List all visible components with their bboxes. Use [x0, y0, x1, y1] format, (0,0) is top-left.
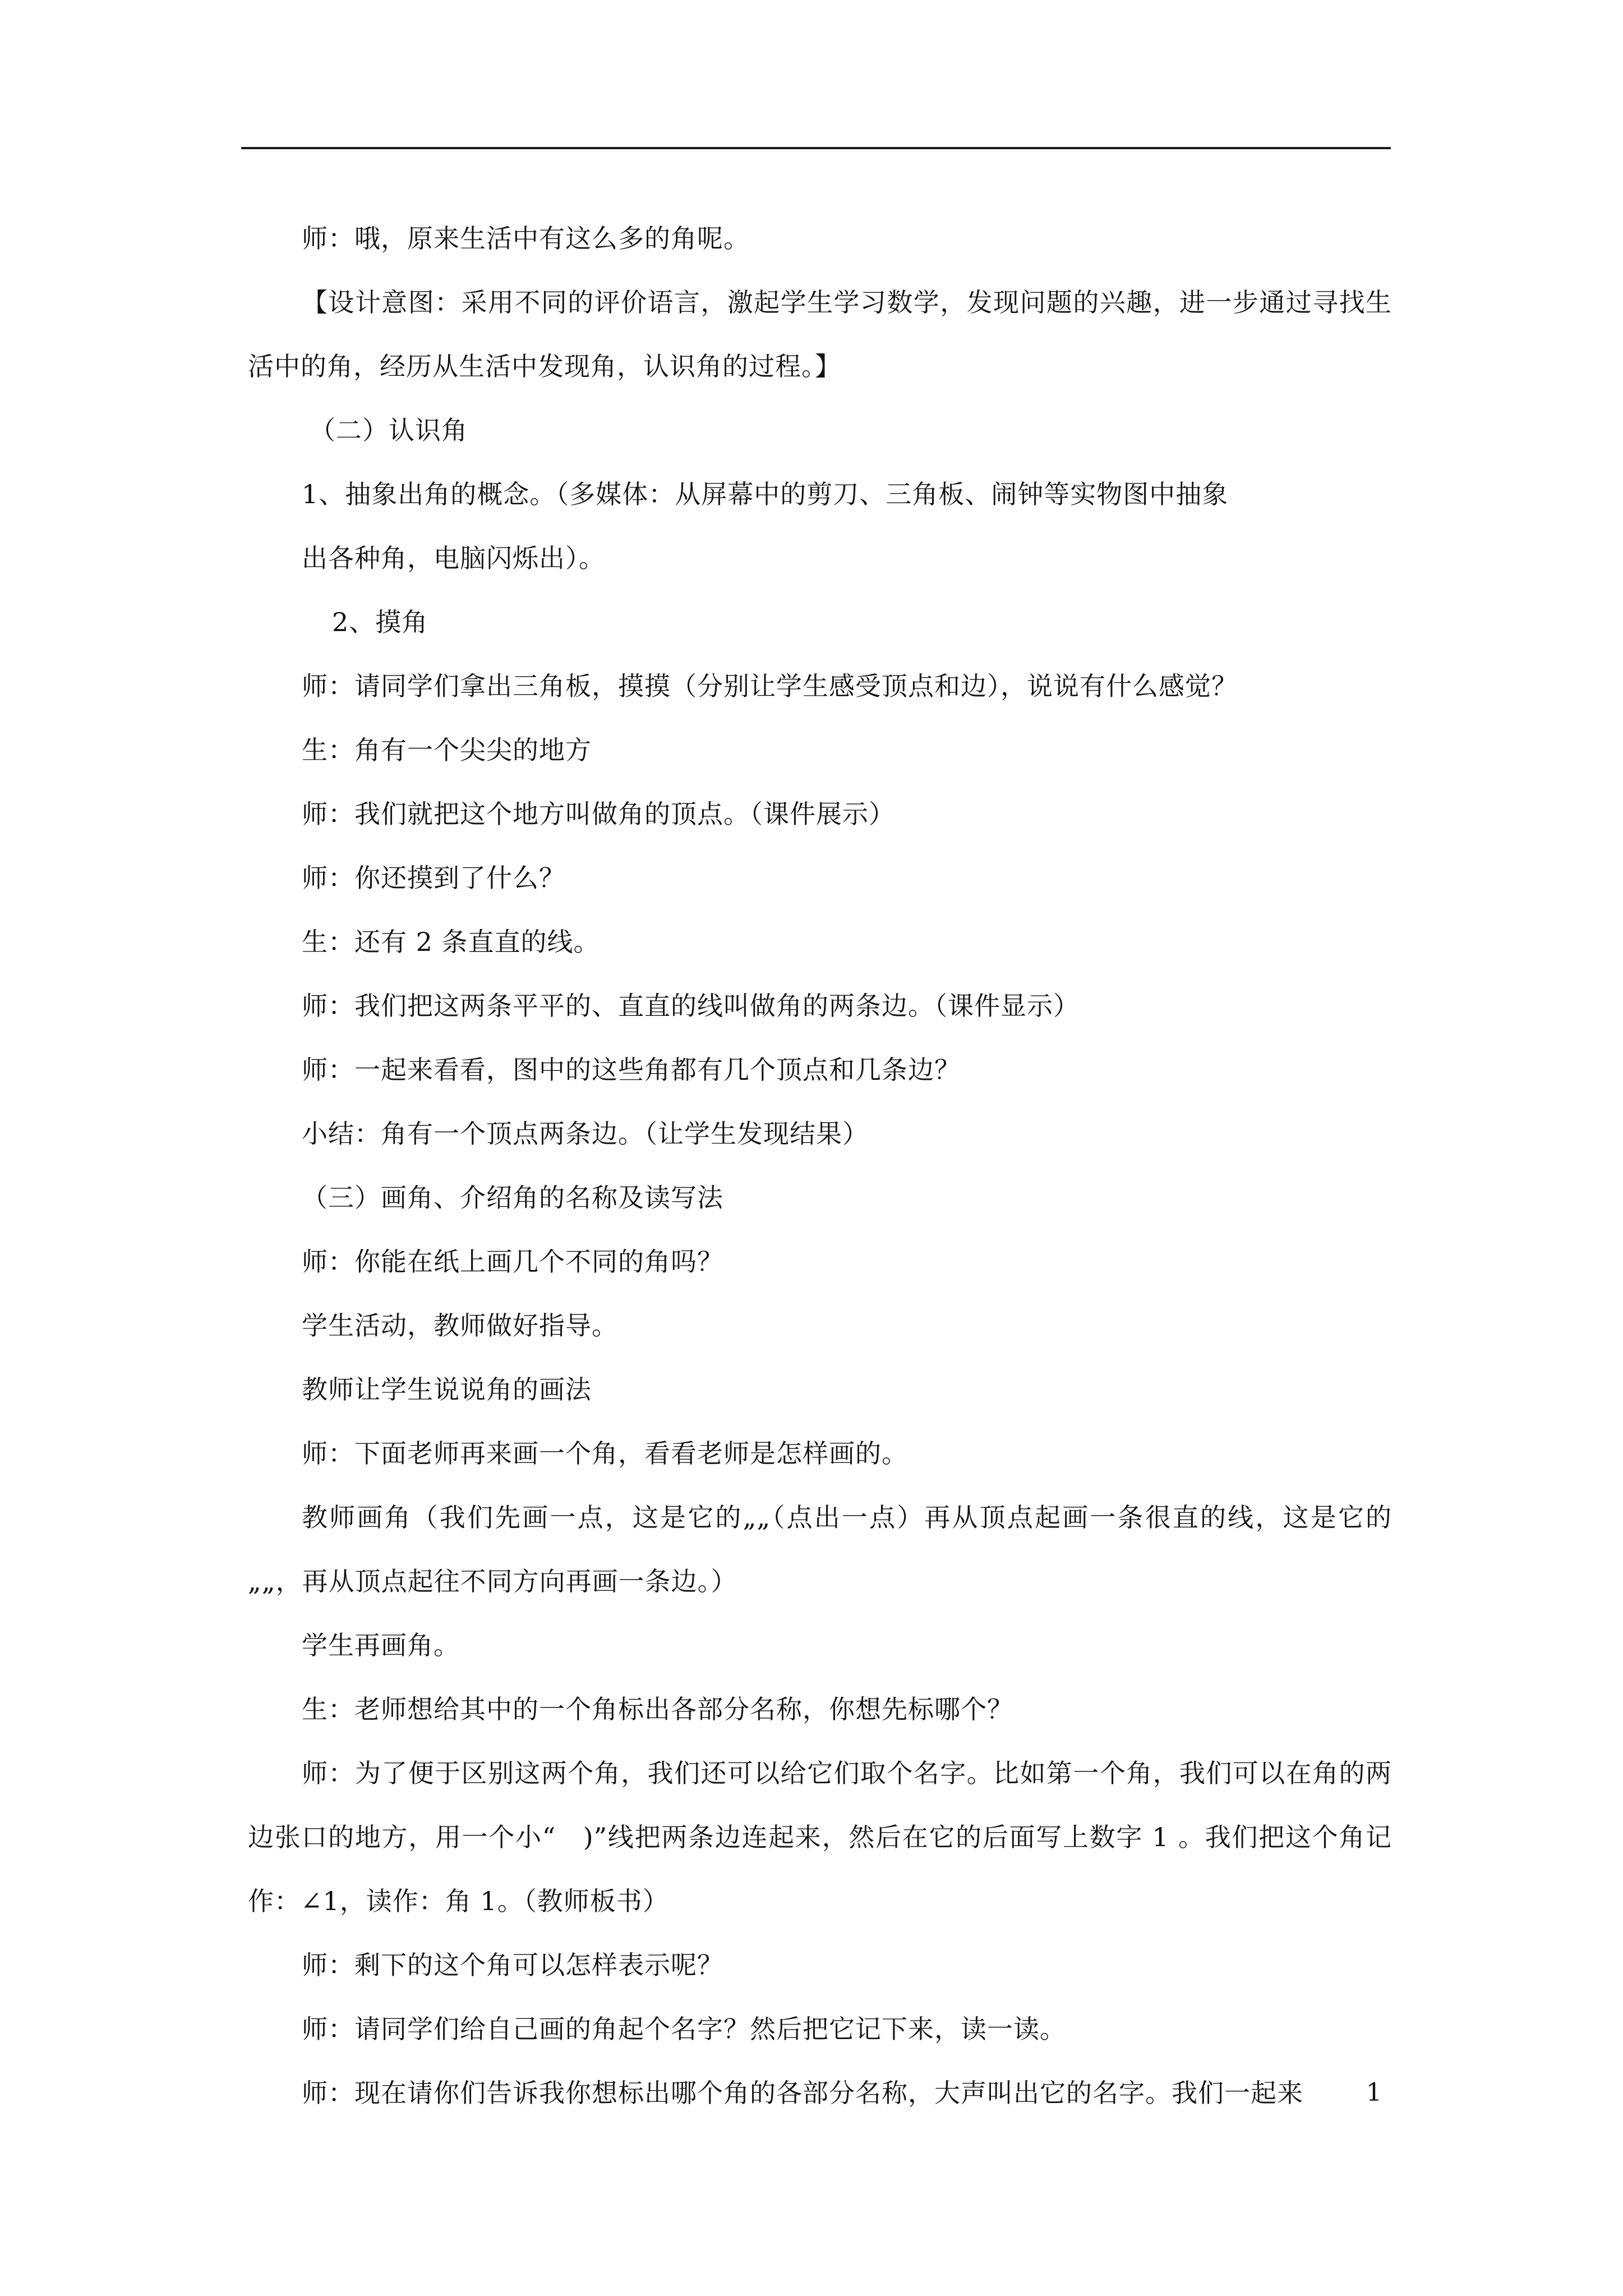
paragraph: 生：角有一个尖尖的地方: [302, 735, 592, 765]
section-heading: （二）认识角: [310, 415, 468, 445]
header-rule: [241, 147, 1391, 149]
paragraph: 师：你还摸到了什么？: [302, 863, 565, 893]
paragraph: 教师让学生说说角的画法: [302, 1374, 592, 1405]
paragraph: 师：我们把这两条平平的、直直的线叫做角的两条边。（课件显示）: [302, 991, 1080, 1021]
paragraph: 师：一起来看看，图中的这些角都有几个顶点和几条边？: [302, 1055, 961, 1085]
paragraph: 出各种角，电脑闪烁出）。: [302, 543, 605, 573]
design-intent-note: 【设计意图：采用不同的评价语言，激起学生学习数学，发现问题的兴趣，进一步通过寻找生活中的角，经历从生活中发现角，认识角的过程。】: [248, 287, 1392, 381]
paragraph: 教师画角（我们先画一点，这是它的„„（点出一点）再从顶点起画一条很直的线，这是它的„„，再从顶点起往不同方向再画一条边。）: [248, 1502, 1392, 1596]
section-heading: （三）画角、介绍角的名称及读写法: [302, 1182, 723, 1213]
paragraph: 生：还有 2 条直直的线。: [302, 927, 600, 957]
paragraph: 师：我们就把这个地方叫做角的顶点。（课件展示）: [302, 799, 895, 829]
paragraph: 师：下面老师再来画一个角，看看老师是怎样画的。: [302, 1438, 908, 1469]
paragraph: 学生再画角。: [302, 1630, 460, 1660]
sub-heading: 2、摸角: [332, 607, 428, 637]
paragraph: 师：请同学们给自己画的角起个名字？然后把它记下来，读一读。: [302, 2014, 1066, 2044]
document-body: [248, 206, 1392, 2125]
paragraph: 学生活动，教师做好指导。: [302, 1310, 618, 1341]
paragraph: 师：剩下的这个角可以怎样表示呢？: [302, 1950, 723, 1980]
paragraph: 师：现在请你们告诉我你想标出哪个角的各部分名称，大声叫出它的名字。我们一起来: [302, 2078, 1303, 2108]
paragraph: 1、抽象出角的概念。（多媒体：从屏幕中的剪刀、三角板、闹钟等实物图中抽象: [302, 479, 1229, 509]
paragraph: 生：老师想给其中的一个角标出各部分名称，你想先标哪个？: [302, 1694, 1013, 1724]
paragraph: 师：请同学们拿出三角板，摸摸（分别让学生感受顶点和边），说说有什么感觉？: [302, 671, 1238, 701]
paragraph: 师：为了便于区别这两个角，我们还可以给它们取个名字。比如第一个角，我们可以在角的两边张口的地方，用一个小“ )”线把两条边连起来，然后在它的后面写上数字 1 。我们把这个角记作：∠1，读作：角 1。（教师板书）: [248, 1758, 1392, 1916]
paragraph: 小结：角有一个顶点两条边。（让学生发现结果）: [302, 1119, 869, 1149]
paragraph: 师：哦，原来生活中有这么多的角呢。: [302, 223, 750, 254]
page-number: 1: [1366, 2078, 1382, 2107]
paragraph: 师：你能在纸上画几个不同的角吗？: [302, 1246, 723, 1277]
